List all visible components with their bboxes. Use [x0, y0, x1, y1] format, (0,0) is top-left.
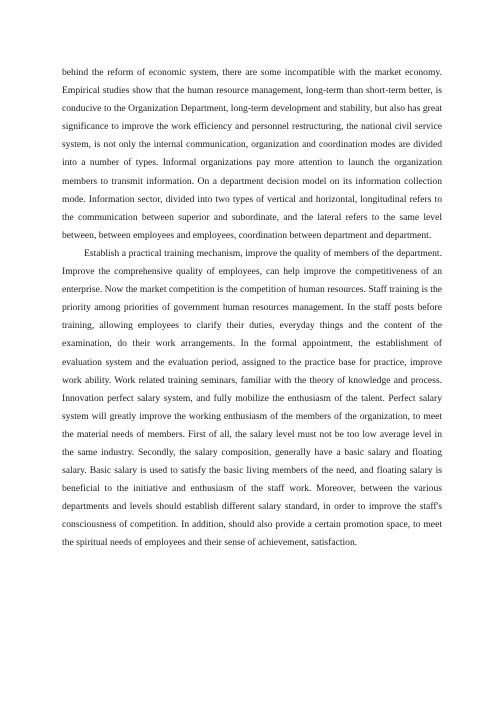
document-page	[62, 64, 442, 553]
paragraph-training-mechanism: Establish a practical training mechanism, improve the quality of members of the department. Improve the comprehensive quality of employees, can help improve the competitiveness of an enterprise. Now the market competition is the competition of human resources. Staff training is the priority among priorities of government human resources management. In the staff posts before training, allowing employees to clarify their duties, everyday things and the content of the examination, do their work arrangements. In the formal appointment, the establishment of evaluation system and the evaluation period, assigned to the practice base for practice, improve work ability. Work related training seminars, familiar with the theory of knowledge and process. Innovation perfect salary system, and fully mobilize the enthusiasm of the talent. Perfect salary system will greatly improve the working enthusiasm of the members of the organization, to meet the material needs of members. First of all, the salary level must not be too low average level in the same industry. Secondly, the salary composition, generally have a basic salary and floating salary. Basic salary is used to satisfy the basic living members of the need, and floating salary is beneficial to the initiative and enthusiasm of the staff work. Moreover, between the various departments and levels should establish different salary standard, in order to improve the staff's consciousness of competition. In addition, should also provide a certain promotion space, to meet the spiritual needs of employees and their sense of achievement, satisfaction.	[62, 247, 442, 549]
paragraph-continued: behind the reform of economic system, there are some incompatible with the market economy. Empirical studies show that the human resource management, long-term than short-term better, is conducive to the Organization Department, long-term development and stability, but also has great significance to improve the work efficiency and personnel restructuring, the national civil service system, is not only the internal communication, organization and coordination modes are divided into a number of types. Informal organizations pay more attention to launch the organization members to transmit information. On a department decision model on its information collection mode. Information sector, divided into two types of vertical and horizontal, longitudinal refers to the communication between superior and subordinate, and the lateral refers to the same level between, between employees and employees, coordination between department and department.	[62, 67, 442, 241]
